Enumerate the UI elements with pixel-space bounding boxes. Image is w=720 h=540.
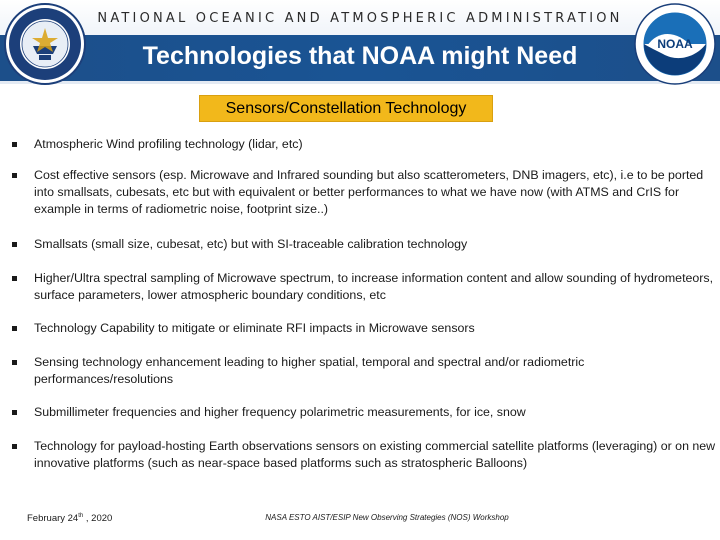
bullet-marker (12, 142, 17, 147)
section-subtitle: Sensors/Constellation Technology (199, 95, 493, 122)
bullet-marker (12, 360, 17, 365)
list-item-text: Smallsats (small size, cubesat, etc) but with SI-traceable calibration technology (34, 237, 468, 251)
commerce-seal-icon (3, 2, 87, 86)
list-item-text: Higher/Ultra spectral sampling of Microwave spectrum, to increase information content and allow sounding of hydrometeors, surface parameters, lower atmospheric boundary conditions, etc (34, 271, 714, 302)
bullet-marker (12, 173, 17, 178)
list-item-text: Sensing technology enhancement leading to higher spatial, temporal and spectral and/or radiometric performances/resolutions (34, 355, 585, 386)
footer-date-suffix: th (78, 513, 84, 519)
bullet-marker (12, 242, 17, 247)
noaa-logo-text: NOAA (657, 37, 693, 51)
agency-name: NATIONAL OCEANIC AND ATMOSPHERIC ADMINISTRATION (97, 11, 623, 26)
bullet-marker (12, 326, 17, 331)
slide-title: Technologies that NOAA might Need (142, 42, 578, 70)
noaa-logo-icon (633, 2, 717, 86)
footer-date-day: February 24 (27, 513, 79, 525)
bullet-marker (12, 444, 17, 449)
list-item-text: Cost effective sensors (esp. Microwave and Infrared sounding but also scatterometers, DNB imagers, etc), i.e to be ported into smallsats, cubesats, etc but with equivalent or better performances to what we have now (with ATMS and CrIS for example in terms of radiometric noise, footprint size..) (34, 168, 704, 216)
bullet-marker (12, 410, 17, 415)
footer-date-year: , 2020 (83, 513, 113, 525)
footer-date (27, 513, 112, 524)
list-item-text: Submillimeter frequencies and higher frequency polarimetric measurements, for ice, snow (34, 405, 526, 419)
bullet-marker (12, 276, 17, 281)
list-item-text: Atmospheric Wind profiling technology (lidar, etc) (34, 137, 303, 151)
footer-workshop: NASA ESTO AIST/ESIP New Observing Strategies (NOS) Workshop (265, 513, 509, 522)
list-item-text: Technology Capability to mitigate or eliminate RFI impacts in Microwave sensors (34, 321, 475, 335)
list-item-text: Technology for payload-hosting Earth observations sensors on existing commercial satellite platforms (leveraging) or on new innovative platforms (such as near-space based platforms such as stratospheric Balloons) (34, 439, 716, 470)
